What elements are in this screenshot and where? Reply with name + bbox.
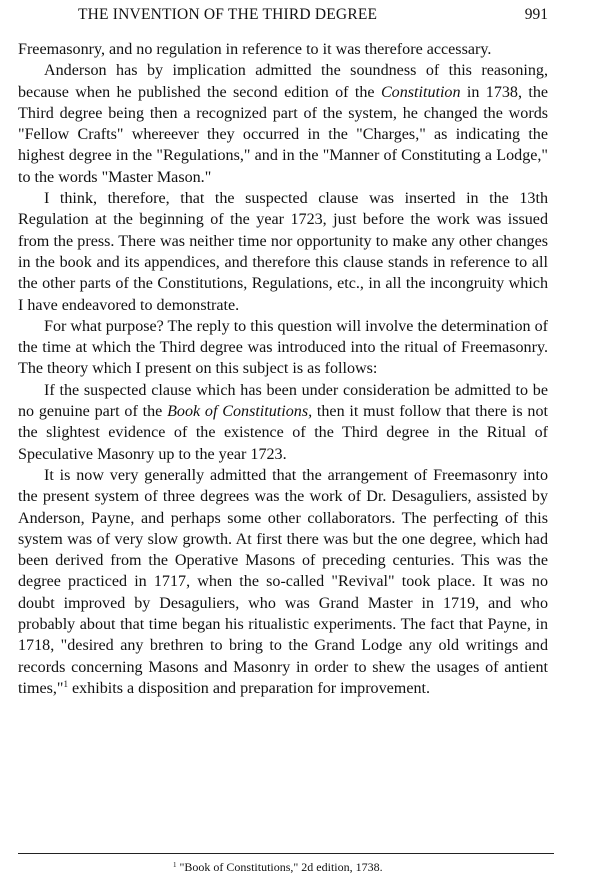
italic-title: Constitution [380, 83, 461, 101]
running-title: THE INVENTION OF THE THIRD DEGREE [78, 6, 378, 23]
paragraph-text: in 1738, the Third degree being then a recognized part of the system, he changed the words "Fellow Crafts" whereever they occurred in the "Charges," as indicating the highest degree in the "Regulations," and in the "Manner of Constituting a Lodge," to the words "Master Mason." [18, 83, 549, 186]
paragraph-text: Anderson has by implication admitted the soundness of this reasoning, because when he published the second edition of the [18, 62, 548, 101]
paragraph-text: It is now very generally admitted that the arrangement of Freemasonry into the present system of three degrees was the work of Dr. Desaguliers, assisted by Anderson, Payne, and perhaps some other collaborators. The perfecting of this system was of very slow growth. At first there was but the one degree, which had been derived from the Operative Masons of preceding centuries. This was the degree practiced in 1717, when the so-called "Revival" took place. It was no doubt improved by Desaguliers, who was Grand Master in 1719, and who probably about that time began his ritualistic experiments. The fact that Payne, in 1718, "desired any brethren to bring to the Grand Lodge any old writings and records concerning Masons and Masonry in order to shew the usages of antient times," [18, 466, 548, 697]
footnote-marker: 1 [173, 861, 177, 869]
paragraph-text: then it must follow that there is not the slightest evidence of the existence of the Third degree in the Ritual of Speculative Masonry up to the year 1723. [18, 403, 548, 463]
paragraph [18, 316, 548, 380]
paragraph [18, 60, 548, 188]
paragraph [18, 188, 548, 316]
paragraph-text: I think, therefore, that the suspected clause was inserted in the 13th Regulation at the beginning of the year 1723, just before the work was issued from the press. There was neither time nor opportunity to make any other changes in the book and its appendices, and therefore this clause stands in reference to all the other parts of the Constitutions, Regulations, etc., in all the incongruity which I have endeavored to demonstrate. [18, 190, 548, 314]
paragraph-text: exhibits a disposition and preparation for improvement. [67, 679, 430, 697]
paragraph [18, 380, 548, 465]
paragraph-text: If the suspected clause which has been under consideration be admitted to be no genuine part of the [18, 381, 548, 421]
footnote-reference[interactable]: 1 [63, 678, 68, 689]
footnote-divider [18, 853, 554, 854]
footnote [173, 860, 383, 875]
italic-title: Book of Constitutions, [167, 403, 313, 421]
paragraph [18, 465, 548, 699]
paragraph-text: For what purpose? The reply to this question will involve the determination of the time at which the Third degree was introduced into the ritual of Freemasonry. The theory which I present on this subject is as follows: [18, 317, 548, 378]
paragraph-continued [18, 39, 548, 60]
book-page [18, 0, 548, 878]
body-text [18, 39, 548, 699]
footnote-text: "Book of Constitutions," 2d edition, 1738. [176, 860, 383, 874]
paragraph-text: Freemasonry, and no regulation in reference to it was therefore accessary. [18, 41, 492, 58]
page-number: 991 [524, 6, 548, 23]
running-head [18, 0, 548, 30]
